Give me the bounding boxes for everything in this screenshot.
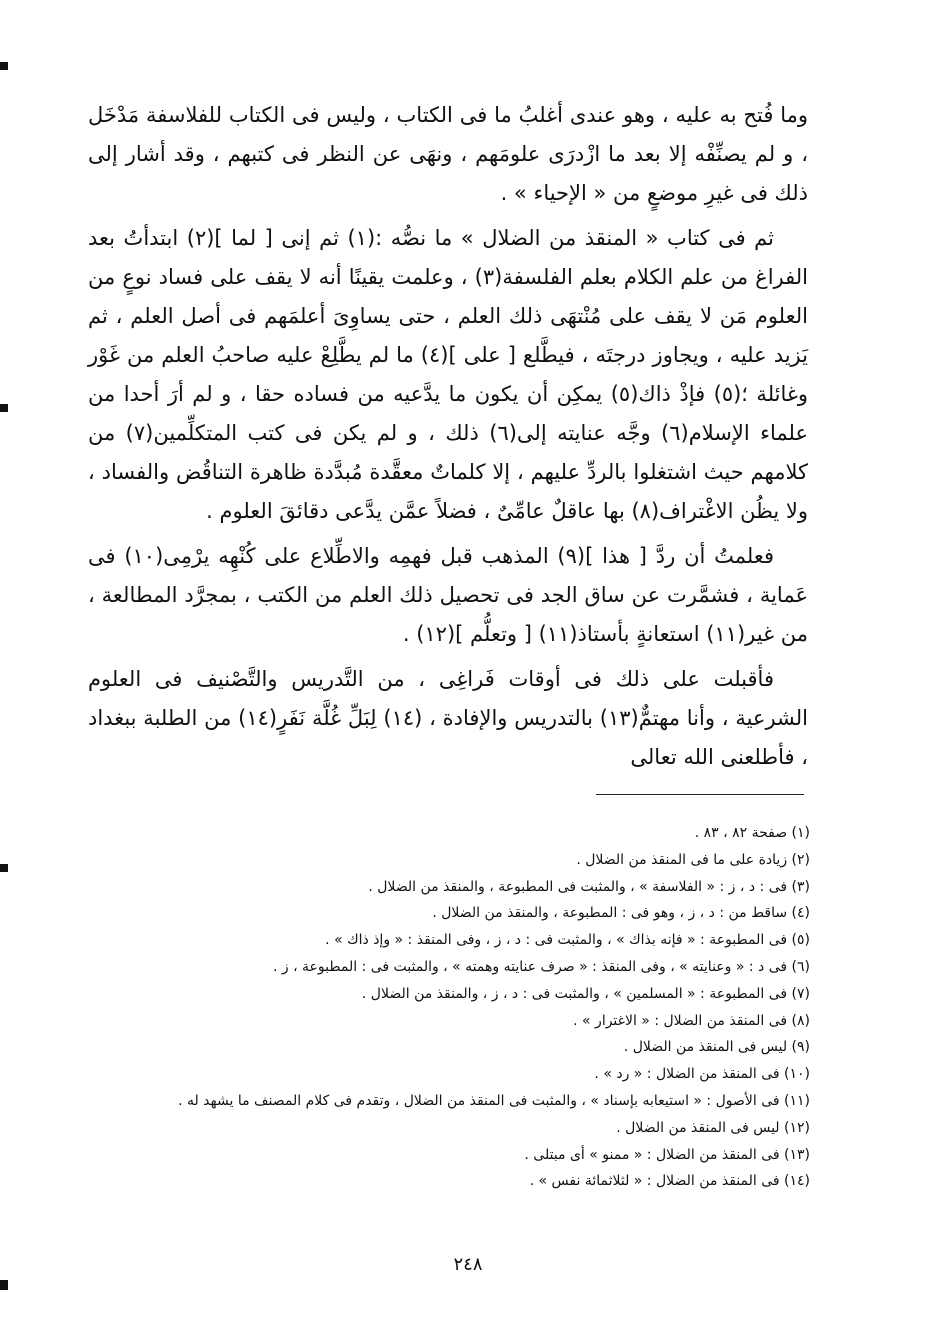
footnote: (١٤) فى المنقذ من الضلال : « لثلاثمائة نفس » . <box>529 1173 810 1190</box>
footnote: (١٣) فى المنقذ من الضلال : « ممنو » أى مبتلى . <box>524 1146 810 1163</box>
footnote: (٨) فى المنقذ من الضلال : « الاغترار » . <box>573 1012 810 1029</box>
scan-edge-mark <box>0 864 8 872</box>
footnote: (٣) فى : د ، ز : « الفلاسفة » ، والمثبت فى المطبوعة ، والمنقذ من الضلال . <box>368 878 810 895</box>
scan-edge-mark <box>0 62 8 70</box>
footnote: (٦) فى د : « وعنايته » ، وفى المنقذ : « صرف عنايته وهمته » ، والمثبت فى : المطبوعة ، ز . <box>272 958 810 975</box>
main-text <box>88 96 808 783</box>
body-paragraph: ثم فى كتاب « المنقذ من الضلال » ما نصُّه :(١) ثم إنى [ لما ](٢) ابتدأتُ بعد الفراغ من علم الكلام بعلم الفلسفة(٣) ، وعلمت يقينًا أنه لا يقف على فساد نوعٍ من العلوم مَن لا يقف على مُنْتهَى ذلك العلم ، حتى يساوِىَ أعلمَهم فى أصل العلم ، ثم يَزيد عليه ، ويجاوز درجتَه ، فيطَّلع [ على ](٤) ما لم يطَّلِعْ عليه صاحبُ العلم من غَوْر وغائلة ؛(٥) فإذْ ذاك(٥) يمكِن أن يكون ما يدَّعيه من فساده حقا ، و لم أرَ أحدا من علماء الإسلام(٦) وجَّه عنايته إلى(٦) ذلك ، و لم يكن فى كتب المتكلِّمين(٧) من كلامهم حيث اشتغلوا بالردِّ عليهم ، إلا كلماتٌ معقَّدة مُبدَّدة ظاهرة التناقُض والفساد ، ولا يظُن الاغْتراف(٨) بها عاقلٌ عامِّىٌ ، فضلاً عمَّن يدَّعى دقائقَ العلوم . <box>88 226 809 523</box>
footnote: (١١) فى الأصول : « استيعابه بإسناد » ، والمثبت فى المنقذ من الضلال ، وتقدم فى كلام المصنف ما يشهد له . <box>178 1092 810 1109</box>
footnote-separator <box>596 794 804 795</box>
footnote: (٧) فى المطبوعة : « المسلمين » ، والمثبت فى : د ، ز ، والمنقذ من الضلال . <box>361 985 810 1002</box>
footnote: (١٠) فى المنقذ من الضلال : « رد » . <box>594 1066 810 1083</box>
scan-edge-mark <box>0 404 8 412</box>
body-paragraph: فأقبلت على ذلك فى أوقات فَراغِى ، من التَّدريس والتَّصْنيف فى العلوم الشرعية ، وأنا مهتمٌّ(١٣) بالتدريس والإفادة ، (١٤) لِبَلِّ غُلَّة نَفَرٍ(١٤) من الطلبة ببغداد ، فأطلعنى الله تعالى <box>88 667 809 769</box>
page-number: ٢٤٨ <box>453 1254 483 1275</box>
body-paragraph: وما فُتح به عليه ، وهو عندى أغلبُ ما فى الكتاب ، وليس فى الكتاب للفلاسفة مَدْخَل ، و لم يصنِّفْه إلا بعد ما ازْدرَى علومَهم ، ونهَى عن النظر فى كتبهم ، وقد أشار إلى ذلك فى غيرِ موضعٍ من « الإحياء » . <box>88 103 808 205</box>
scan-edge-mark <box>0 1280 8 1290</box>
footnote: (٥) فى المطبوعة : « فإنه بذاك » ، والمثبت فى : د ، ز ، وفى المنقذ : « وإذ ذاك » . <box>325 932 810 949</box>
footnote: (١٢) ليس فى المنقذ من الضلال . <box>616 1119 810 1136</box>
body-paragraph: فعلمتُ أن ردَّ [ هذا ](٩) المذهب قبل فهمِه والاطِّلاع على كُنْهِه يرْمِى(١٠) فى عَماية ، فشمَّرت عن ساق الجد فى تحصيل ذلك العلم من الكتب ، بمجرَّد المطالعة ، من غير(١١) استعانةٍ بأستاذ(١١) [ وتعلُّم ](١٢) . <box>88 544 808 646</box>
footnote: (١) صفحة ٨٢ ، ٨٣ . <box>694 825 810 841</box>
footnote: (٩) ليس فى المنقذ من الضلال . <box>623 1039 810 1056</box>
footnotes-list <box>150 820 810 1195</box>
footnote: (٢) زيادة على ما فى المنقذ من الضلال . <box>576 851 810 868</box>
footnote: (٤) ساقط من : د ، ز ، وهو فى : المطبوعة ، والمنقذ من الضلال . <box>432 905 810 922</box>
